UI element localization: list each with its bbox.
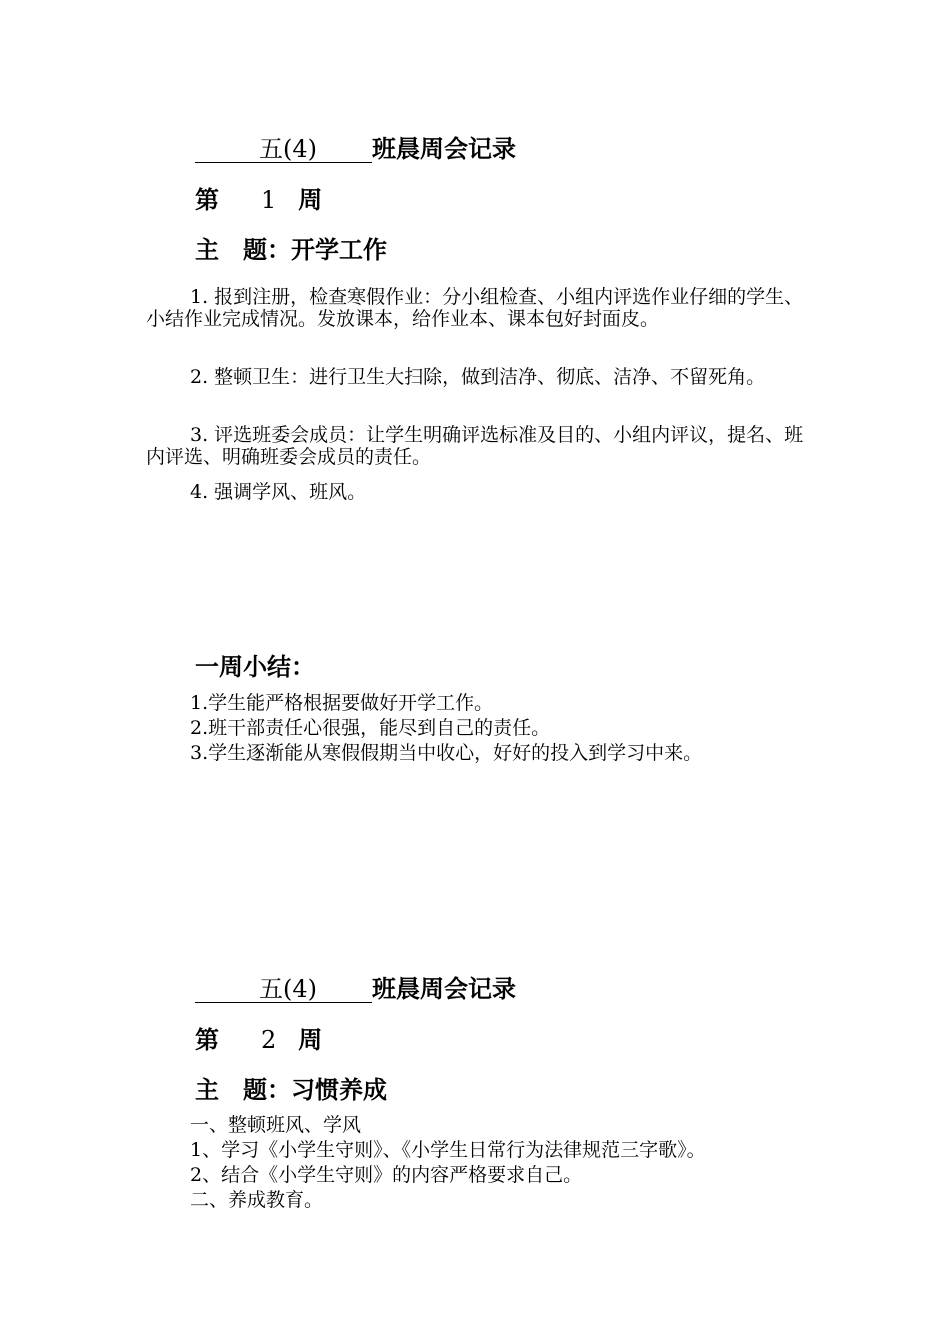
- week-suffix-2: 周: [298, 1026, 323, 1054]
- item-1-2: 2. 整顿卫生：进行卫生大扫除，做到洁净、彻底、洁净、不留死角。: [190, 366, 766, 388]
- topic-text-1: 开学工作: [291, 236, 387, 264]
- summary-line-1: 1.学生能严格根据要做好开学工作。: [190, 692, 494, 714]
- week-prefix-1: 第: [195, 186, 219, 214]
- topic-label-2: 主 题：: [195, 1076, 291, 1104]
- content-line-2-4: 二、养成教育。: [190, 1189, 324, 1211]
- summary-line-3: 3.学生逐渐能从寒假假期当中收心，好好的投入到学习中来。: [190, 742, 703, 764]
- topic-text-2: 习惯养成: [291, 1076, 387, 1104]
- week-label-1: [195, 185, 322, 215]
- week-label-2: [195, 1025, 322, 1055]
- item-1-1: 1. 报到注册，检查寒假作业：分小组检查、小组内评选作业仔细的学生、小结作业完成情况。发放课本，给作业本、课本包好封面皮。: [146, 286, 804, 330]
- item-1-4: 4. 强调学风、班风。: [190, 481, 367, 503]
- summary-line-2: 2.班干部责任心很强，能尽到自己的责任。: [190, 717, 551, 739]
- summary-label: 一周小结：: [195, 653, 315, 681]
- record-title-2: [195, 974, 516, 1004]
- content-line-2-1: 一、整顿班风、学风: [190, 1114, 362, 1136]
- week-suffix-1: 周: [298, 186, 323, 214]
- topic-2: [195, 1075, 387, 1105]
- week-number-1: 1: [261, 186, 277, 214]
- content-line-2-2: 1、学习《小学生守则》、《小学生日常行为法律规范三字歌》。: [190, 1139, 706, 1161]
- class-name-2: 五(4): [195, 976, 372, 1003]
- week-prefix-2: 第: [195, 1026, 219, 1054]
- title-suffix-2: 班晨周会记录: [372, 975, 516, 1003]
- item-1-3: 3. 评选班委会成员：让学生明确评选标准及目的、小组内评议，提名、班内评选、明确班委会成员的责任。: [146, 424, 804, 468]
- week-number-2: 2: [261, 1026, 277, 1054]
- record-title-1: [195, 134, 516, 164]
- title-suffix-1: 班晨周会记录: [372, 135, 516, 163]
- topic-1: [195, 235, 387, 265]
- topic-label-1: 主 题：: [195, 236, 291, 264]
- content-line-2-3: 2、结合《小学生守则》的内容严格要求自己。: [190, 1164, 583, 1186]
- class-name-1: 五(4): [195, 136, 372, 163]
